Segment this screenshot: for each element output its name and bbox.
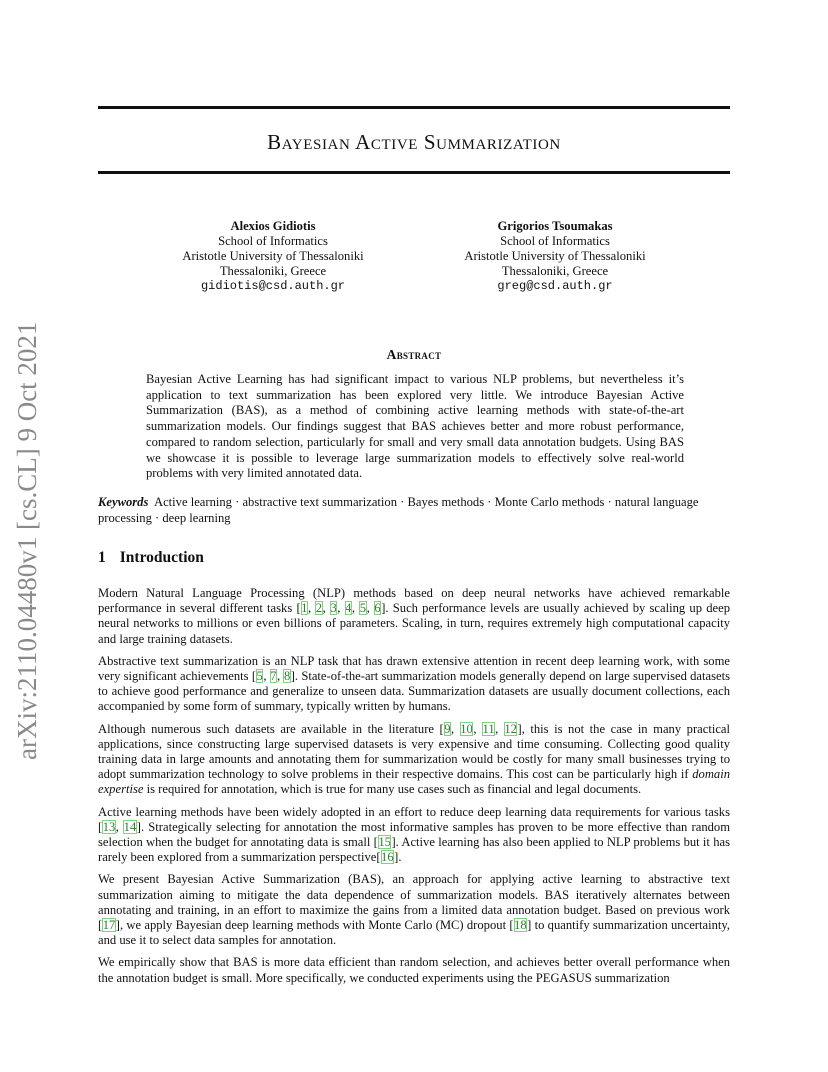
- text-run: ], we apply Bayesian deep learning methods with Monte Carlo (MC) dropout [: [115, 918, 514, 933]
- citation-link[interactable]: 11: [482, 721, 495, 736]
- author-univ: Aristotle University of Thessaloniki: [464, 249, 646, 263]
- arxiv-stamp-text: arXiv:2110.04480v1 [cs.CL] 9 Oct 2021: [12, 321, 42, 760]
- text-run: Abstractive text summarization is an NLP task that has drawn extensive attention in recent deep learning work, with some very significant achievements [: [98, 653, 730, 684]
- text-run: is required for annotation, which is true for many use cases such as financial and legal documents.: [143, 782, 642, 797]
- text-run: ], this is not the case in many practical applications, since constructing large supervised datasets is very expensive and time consuming. Collecting good quality training data in large amounts and annotating them for summarization would be costly for many small businesses trying to adopt summarization technology to solve problems in their respective domains. This cost can be particularly high if: [98, 721, 731, 782]
- citation-link[interactable]: 14: [123, 819, 137, 834]
- citation-link[interactable]: 16: [381, 850, 394, 865]
- keywords-label: Keywords: [98, 495, 149, 509]
- paper-title: Bayesian Active Summarization: [267, 130, 561, 154]
- text-run: ]. Strategically selecting for annotation the most informative samples has proven to be more effective than random selection when the budget for annotating data is small [: [98, 819, 731, 850]
- citation-link[interactable]: 6: [374, 601, 381, 616]
- author-email[interactable]: gidiotis@csd.auth.gr: [200, 279, 346, 293]
- citation-link[interactable]: 5: [256, 669, 263, 684]
- paragraph-4: Active learning methods have been widely adopted in an effort to reduce deep learning data requirements for various tasks [13, 14]. Strategically selecting for annotation the most informative samples has proven to be more effective than random selection when the budget for annotating data is small [15]. Active learning has also been applied to NLP problems but it has rarely been explored from a summarization perspective[16].: [98, 804, 731, 865]
- abstract-text: Bayesian Active Learning has had significant impact to various NLP problems, but nevertheless it’s application to text summarization has been explored very little. We introduce Bayesian Active Summarization (BAS), as a method of combining active learning methods with state-of-the-art summarization models. Our findings suggest that BAS achieves better and more robust performance, compared to random selection, particularly for small and very small data annotation budgets. Using BAS we showcase it is possible to leverage large summarization models to effectively solve real-world problems with very limited annotated data.: [146, 372, 684, 481]
- citation-link[interactable]: 9: [444, 721, 451, 736]
- author-name: Grigorios Tsoumakas: [497, 219, 613, 233]
- text-run: ]. Such performance levels are usually achieved by scaling up deep neural networks to millions or even billions of parameters. Scaling, in turn, requires extremely high computational capacity and large training datasets.: [98, 601, 730, 646]
- paragraph-5: [98, 872, 730, 948]
- text-run: ]. Active learning has also been applied to NLP problems but it has rarely been explored from a summarization perspective[: [98, 835, 730, 865]
- text-run: We present Bayesian Active Summarization (BAS), an approach for applying active learning to abstractive text summarization aiming to mitigate the data dependence of summarization models. BAS iteratively alternates between annotating and training, in an effort to maximize the gains from a limited data annotation budget. Based on previous work [: [98, 872, 730, 933]
- citation-link[interactable]: 10: [460, 721, 473, 736]
- author-2: [425, 219, 685, 294]
- citation-link[interactable]: 4: [345, 601, 352, 616]
- section-number: 1: [98, 549, 106, 566]
- text-run: ] to quantify summarization uncertainty, and use it to select data samples for annotation.: [98, 918, 730, 948]
- keywords-text: Active learning · abstractive text summarization · Bayes methods · Monte Carlo methods · natural language processing · deep learning: [98, 495, 699, 525]
- text-run: ]. State-of-the-art summarization models generally depend on large supervised datasets to achieve good performance and generalize to unseen data. Summarization datasets are usually document collections, each accompanied by some form of summary, typically written by humans.: [98, 669, 730, 714]
- paragraph-3: Although numerous such datasets are available in the literature [9, 10, 11, 12], this is not the case in many practical applications, since constructing large supervised datasets is very expensive and time consuming. Collecting good quality training data in large amounts and annotating them for summarization would be costly for many small businesses trying to adopt summarization technology to solve problems in their respective domains. This cost can be particularly high if domain expertise is required for annotation, which is true for many use cases such as financial and legal documents.: [98, 721, 731, 797]
- author-location: Thessaloniki, Greece: [219, 264, 327, 278]
- title-rule-bottom: [98, 171, 730, 174]
- citation-link[interactable]: 3: [330, 601, 337, 616]
- citation-link[interactable]: 2: [315, 601, 323, 616]
- section-title: Introduction: [119, 549, 204, 566]
- author-dept: School of Informatics: [500, 234, 610, 248]
- text-run: We empirically show that BAS is more data efficient than random selection, and achieves better overall performance when the annotation budget is small. More specifically, we conducted experiments using the PEGASUS summarization: [98, 955, 730, 985]
- citation-link[interactable]: 15: [378, 835, 391, 850]
- citation-link[interactable]: 1: [301, 601, 308, 616]
- section-heading: [98, 549, 204, 567]
- text-run: ].: [394, 850, 402, 865]
- text-run: Modern Natural Language Processing (NLP) methods based on deep neural networks have achieved remarkable performance in several different tasks [: [98, 586, 730, 616]
- text-run: Although numerous such datasets are available in the literature [: [98, 721, 444, 736]
- author-1: [143, 219, 403, 294]
- citation-link[interactable]: 5: [359, 601, 367, 616]
- citation-link[interactable]: 18: [514, 918, 527, 933]
- author-location: Thessaloniki, Greece: [501, 264, 609, 278]
- text-run: Active learning methods have been widely adopted in an effort to reduce deep learning data requirements for various tasks [: [98, 804, 730, 834]
- citation-link[interactable]: 12: [504, 721, 517, 736]
- paragraph-2: Abstractive text summarization is an NLP task that has drawn extensive attention in recent deep learning work, with some very significant achievements [5, 7, 8]. State-of-the-art summarization models generally depend on large supervised datasets to achieve good performance and generalize to unseen data. Summarization datasets are usually document collections, each accompanied by some form of summary, typically written by humans.: [98, 653, 730, 714]
- citation-link[interactable]: 7: [270, 669, 277, 684]
- paragraph-1: Modern Natural Language Processing (NLP) methods based on deep neural networks have achieved remarkable performance in several different tasks [1, 2, 3, 4, 5, 6]. Such performance levels are usually achieved by scaling up deep neural networks to millions or even billions of parameters. Scaling, in turn, requires extremely high computational capacity and large training datasets.: [98, 586, 730, 646]
- citation-link[interactable]: 8: [283, 669, 291, 684]
- author-name: Alexios Gidiotis: [230, 219, 316, 233]
- emphasis-text: domain expertise: [98, 767, 730, 797]
- author-email[interactable]: greg@csd.auth.gr: [497, 279, 613, 293]
- body-text: [98, 586, 730, 993]
- citation-link[interactable]: 13: [102, 819, 116, 834]
- author-dept: School of Informatics: [218, 234, 328, 248]
- citation-link[interactable]: 17: [102, 918, 116, 933]
- keywords: [98, 495, 730, 526]
- abstract-heading: Abstract: [386, 347, 442, 362]
- paragraph-6: [98, 955, 730, 985]
- title-rule-top: [98, 106, 730, 109]
- author-univ: Aristotle University of Thessaloniki: [182, 249, 364, 263]
